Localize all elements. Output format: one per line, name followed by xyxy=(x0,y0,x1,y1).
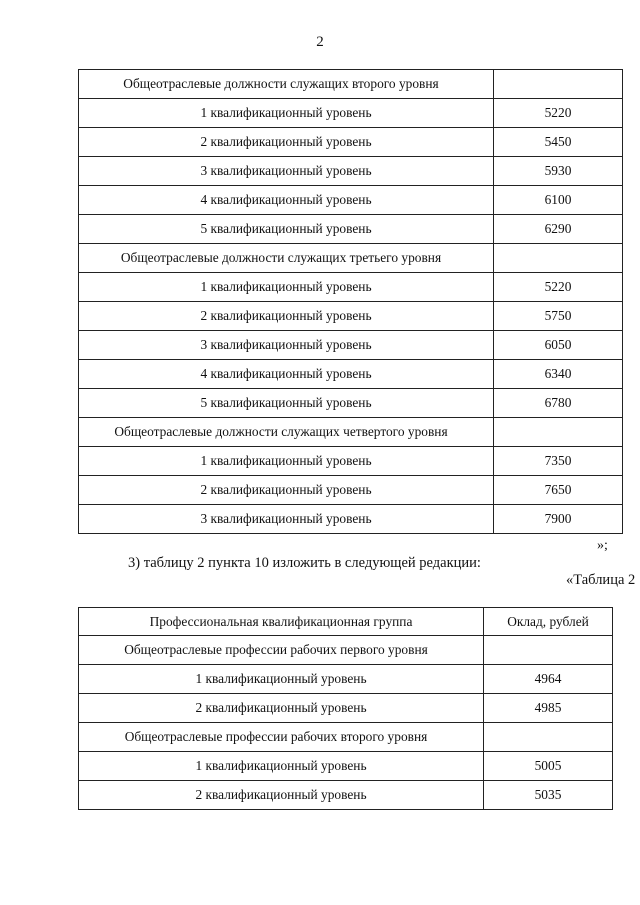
salary-value: 5035 xyxy=(484,781,613,810)
level-name: 2 квалификационный уровень xyxy=(79,302,494,331)
salary-value: 6050 xyxy=(494,331,623,360)
group-title: Общеотраслевые профессии рабочих второго уровня xyxy=(79,723,484,752)
level-name: 2 квалификационный уровень xyxy=(79,694,484,723)
table-row xyxy=(79,505,623,534)
level-name: 4 квалификационный уровень xyxy=(79,360,494,389)
salary-value xyxy=(484,636,613,665)
table-row xyxy=(79,447,623,476)
salary-value: 6100 xyxy=(494,186,623,215)
group-row xyxy=(79,70,623,99)
level-name: 2 квалификационный уровень xyxy=(79,128,494,157)
group-title: Общеотраслевые профессии рабочих первого уровня xyxy=(79,636,484,665)
salary-table-2 xyxy=(78,607,613,810)
group-title: Общеотраслевые должности служащих третьего уровня xyxy=(79,244,494,273)
group-title: Общеотраслевые должности служащих второго уровня xyxy=(79,70,494,99)
salary-value xyxy=(494,418,623,447)
salary-value: 7350 xyxy=(494,447,623,476)
header-group-label: Профессиональная квалификационная группа xyxy=(79,608,484,636)
salary-value: 6340 xyxy=(494,360,623,389)
table-row xyxy=(79,273,623,302)
salary-value: 5220 xyxy=(494,273,623,302)
table-row xyxy=(79,752,613,781)
table-row xyxy=(79,331,623,360)
table-row xyxy=(79,665,613,694)
salary-value: 5930 xyxy=(494,157,623,186)
table-row xyxy=(79,128,623,157)
salary-value: 6780 xyxy=(494,389,623,418)
instruction-text: 3) таблицу 2 пункта 10 изложить в следующей редакции: xyxy=(128,555,481,571)
table-row xyxy=(79,302,623,331)
group-row xyxy=(79,244,623,273)
group-row xyxy=(79,636,613,665)
salary-value: 5450 xyxy=(494,128,623,157)
table-row xyxy=(79,186,623,215)
salary-value: 6290 xyxy=(494,215,623,244)
salary-value: 5005 xyxy=(484,752,613,781)
salary-value xyxy=(484,723,613,752)
salary-value: 7650 xyxy=(494,476,623,505)
level-name: 4 квалификационный уровень xyxy=(79,186,494,215)
salary-table-1 xyxy=(78,69,623,534)
salary-value: 4985 xyxy=(484,694,613,723)
group-title: Общеотраслевые должности служащих четвертого уровня xyxy=(79,418,494,447)
salary-value xyxy=(494,244,623,273)
closing-quote: »; xyxy=(597,538,608,553)
salary-value: 4964 xyxy=(484,665,613,694)
salary-value: 5750 xyxy=(494,302,623,331)
level-name: 5 квалификационный уровень xyxy=(79,215,494,244)
level-name: 1 квалификационный уровень xyxy=(79,447,494,476)
table-row xyxy=(79,360,623,389)
table-row xyxy=(79,476,623,505)
level-name: 1 квалификационный уровень xyxy=(79,99,494,128)
table-header-row xyxy=(79,608,613,636)
level-name: 3 квалификационный уровень xyxy=(79,331,494,360)
level-name: 1 квалификационный уровень xyxy=(79,665,484,694)
level-name: 2 квалификационный уровень xyxy=(79,476,494,505)
level-name: 1 квалификационный уровень xyxy=(79,752,484,781)
level-name: 3 квалификационный уровень xyxy=(79,157,494,186)
level-name: 3 квалификационный уровень xyxy=(79,505,494,534)
level-name: 2 квалификационный уровень xyxy=(79,781,484,810)
page-number: 2 xyxy=(316,34,324,50)
table-caption: «Таблица 2 xyxy=(566,572,636,588)
table-row xyxy=(79,99,623,128)
salary-value: 7900 xyxy=(494,505,623,534)
header-salary-label: Оклад, рублей xyxy=(484,608,613,636)
level-name: 5 квалификационный уровень xyxy=(79,389,494,418)
level-name: 1 квалификационный уровень xyxy=(79,273,494,302)
group-row xyxy=(79,723,613,752)
table-row xyxy=(79,694,613,723)
salary-value: 5220 xyxy=(494,99,623,128)
table-row xyxy=(79,781,613,810)
table-row xyxy=(79,389,623,418)
group-row xyxy=(79,418,623,447)
table-row xyxy=(79,157,623,186)
table-row xyxy=(79,215,623,244)
salary-value xyxy=(494,70,623,99)
